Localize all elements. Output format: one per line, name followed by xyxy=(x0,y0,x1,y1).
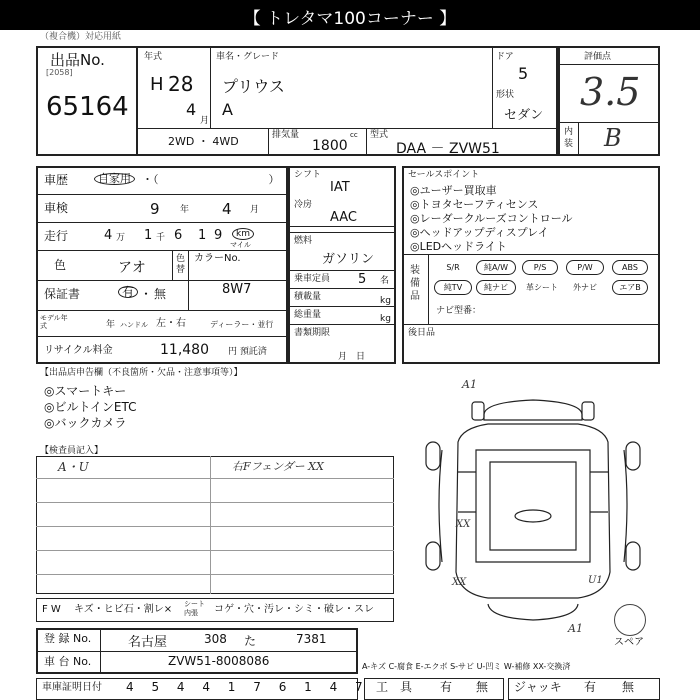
warranty-label: 保証書 xyxy=(44,287,81,301)
inspection-label: 車検 xyxy=(44,201,69,215)
sales-point-1: ◎ユーザー買取車 xyxy=(410,184,497,197)
diagram-mark-xx-left: XX xyxy=(456,519,471,530)
header-title: 【 トレタマ100コーナー 】 xyxy=(243,9,457,29)
mileage-man-unit: 万 xyxy=(116,233,126,243)
recycle-unit: 円 預託済 xyxy=(228,347,267,357)
equip-navi: 純ナビ xyxy=(476,280,516,295)
equip-abs: ABS xyxy=(612,260,648,275)
inspection-year: 9 xyxy=(150,200,160,218)
inspector-label: 【検査員記入】 xyxy=(40,446,104,456)
chassis-value: ZVW51-8008086 xyxy=(168,654,270,668)
tools-no: 無 xyxy=(476,680,489,694)
equip-aw: 純A/W xyxy=(476,260,516,275)
inspector-note-2: 右Fフェンダー XX xyxy=(232,460,324,473)
warranty-yes: 有 xyxy=(118,286,138,298)
seller-notes-label: 【出品店申告欄（不良箇所・欠品・注意事項等）】 xyxy=(40,368,243,378)
handle-label: ハンドル xyxy=(120,321,148,329)
doors-label: ドア xyxy=(496,52,514,62)
type-value: DAA － ZVW51 xyxy=(396,141,500,157)
post-note-label: 後日品 xyxy=(408,328,436,338)
type-label: 型式 xyxy=(370,130,389,140)
fuel-value: ガソリン xyxy=(322,252,375,267)
model-year-unit: 年 xyxy=(106,320,116,330)
registration-label: 登 録 No. xyxy=(44,632,92,645)
year-month: 4 xyxy=(186,100,197,119)
spare-label: スペア xyxy=(614,637,644,648)
year-label: 年式 xyxy=(144,52,163,62)
score-label: 評価点 xyxy=(584,52,612,62)
ac-value: AAC xyxy=(330,210,357,225)
recycle-value: 11,480 xyxy=(160,342,209,358)
jack-yes: 有 xyxy=(584,680,597,694)
equip-pw: P/W xyxy=(566,260,604,275)
interior-value: B xyxy=(604,124,622,152)
chassis-label: 車 台 No. xyxy=(44,655,92,668)
sales-points-label: セールスポイント xyxy=(408,170,480,180)
recycle-label: リサイクル料金 xyxy=(44,345,113,356)
inspector-note-1: A・U xyxy=(58,460,89,474)
doors-value: 5 xyxy=(518,64,529,83)
warranty-no: 無 xyxy=(154,287,167,301)
color-code: 8W7 xyxy=(222,282,252,297)
shape-value: セダン xyxy=(504,108,544,123)
model-name: プリウス xyxy=(222,77,285,96)
model-year-label: モデル年式 xyxy=(40,314,68,330)
equip-ext-navi: 外ナビ xyxy=(573,283,597,292)
mileage-unit-mile: マイル xyxy=(230,241,251,249)
sales-point-5: ◎LEDヘッドライト xyxy=(410,240,507,253)
drive-text: 2WD ・ 4WD xyxy=(168,135,239,148)
displacement-label: 排気量 xyxy=(272,130,300,140)
equip-airbag: エアB xyxy=(612,280,648,295)
certificate-label: 車庫証明日付 xyxy=(42,682,102,693)
color-label: 色 xyxy=(54,258,67,272)
load-unit: kg xyxy=(380,296,391,306)
mileage-sen: 1 xyxy=(144,228,153,243)
registration-number: 7381 xyxy=(296,632,327,646)
registration-class: 308 xyxy=(204,632,227,646)
year-month-unit: 月 xyxy=(200,116,210,126)
certificate-digits: 4 5 4 4 1 7 6 1 4 7 xyxy=(126,680,370,694)
diagram-mark-xx-bottom: XX xyxy=(452,577,467,588)
color-value: アオ xyxy=(118,260,146,276)
capacity-value: 5 xyxy=(358,272,367,287)
color-paint-label: 色替 xyxy=(176,254,186,275)
info-block xyxy=(36,166,288,364)
lot-label: 出品No. xyxy=(50,51,105,69)
mileage-unit-km: km xyxy=(232,228,254,240)
registration-kana: た xyxy=(244,634,257,648)
year-value: 28 xyxy=(168,72,194,96)
inspection-month: 4 xyxy=(222,200,232,218)
doc-term-label: 書類期限 xyxy=(294,328,331,338)
sales-point-2: ◎トヨタセーフティセンス xyxy=(410,198,539,211)
history-rest: ・（ ） xyxy=(142,173,280,186)
displacement-value: 1800 xyxy=(312,138,348,154)
equip-leather: 革シート xyxy=(526,283,558,292)
seller-note-3: ◎バックカメラ xyxy=(44,416,127,430)
equip-sr: S/R xyxy=(446,263,460,272)
jack-no: 無 xyxy=(622,680,635,694)
doc-term-unit: 月 日 xyxy=(338,352,366,362)
fw-items: キズ・ヒビ石・割レ× xyxy=(74,604,173,615)
navi-model-label: ナビ型番： xyxy=(436,306,482,316)
legend: A-キズ C-腐食 E-エクボ S-サビ U-凹ミ W-補修 XX-交換済 xyxy=(362,662,571,671)
equip-tv: 純TV xyxy=(434,280,472,295)
fuel-label: 燃料 xyxy=(294,236,313,246)
interior-label: 内装 xyxy=(564,127,574,149)
top-note: （複合機）対応用紙 xyxy=(40,32,122,42)
lot-small-tag: [2058] xyxy=(46,68,73,77)
spare-icon xyxy=(614,604,646,636)
registration-city: 名古屋 xyxy=(128,635,168,650)
year-era: H xyxy=(150,74,164,95)
handle-value: 左・右 xyxy=(156,318,186,329)
color-code-label: カラーNo. xyxy=(194,253,241,264)
inspection-year-unit: 年 xyxy=(180,205,190,215)
capacity-unit: 名 xyxy=(380,276,390,286)
shift-label: シフト xyxy=(294,170,322,180)
mileage-sen-unit: 千 xyxy=(156,233,166,243)
mileage-d1: 6 xyxy=(174,228,183,243)
seller-note-1: ◎スマートキー xyxy=(44,384,127,398)
ac-label: 冷房 xyxy=(294,200,313,210)
mileage-man: 4 xyxy=(104,228,113,243)
mileage-label: 走行 xyxy=(44,229,69,243)
warranty-sep: ・ xyxy=(140,287,153,301)
dealer-label: ディーラー・並行 xyxy=(210,320,274,329)
mileage-d3: 9 xyxy=(214,228,223,243)
score-value: 3.5 xyxy=(580,70,641,114)
seat-items: コゲ・穴・汚レ・シミ・破レ・スレ xyxy=(214,604,374,615)
equipment-label: 装備品 xyxy=(410,265,420,302)
model-label: 車名・グレード xyxy=(216,52,280,62)
fw-label: F W xyxy=(42,604,61,615)
shift-value: IAT xyxy=(330,180,350,195)
car-diagram xyxy=(406,372,660,642)
tools-label: 工 具 xyxy=(376,680,413,694)
history-label: 車歴 xyxy=(44,173,69,187)
sales-point-4: ◎ヘッドアップディスプレイ xyxy=(410,226,549,239)
diagram-mark-u1: U1 xyxy=(588,575,603,586)
diagram-mark-a1-top: A1 xyxy=(462,378,477,391)
sales-point-3: ◎レーダークルーズコントロール xyxy=(410,212,573,225)
diagram-mark-a1-bottom: A1 xyxy=(568,622,583,635)
equip-ps: P/S xyxy=(522,260,558,275)
capacity-label: 乗車定員 xyxy=(294,274,331,284)
displacement-unit: cc xyxy=(350,131,358,139)
history-value: 自家用 xyxy=(94,173,135,185)
mileage-d2: 1 xyxy=(198,228,207,243)
load-label: 積載量 xyxy=(294,292,322,302)
lot-number: 65164 xyxy=(46,92,129,122)
model-grade: A xyxy=(222,100,233,119)
shape-label: 形状 xyxy=(496,90,515,100)
seller-note-2: ◎ビルトインETC xyxy=(44,400,137,414)
jack-label: ジャッキ xyxy=(514,680,562,694)
inspection-month-unit: 月 xyxy=(250,205,260,215)
tools-yes: 有 xyxy=(440,680,453,694)
gross-unit: kg xyxy=(380,314,391,324)
gross-label: 総重量 xyxy=(294,310,322,320)
seat-label: シート 内張 xyxy=(184,600,205,617)
